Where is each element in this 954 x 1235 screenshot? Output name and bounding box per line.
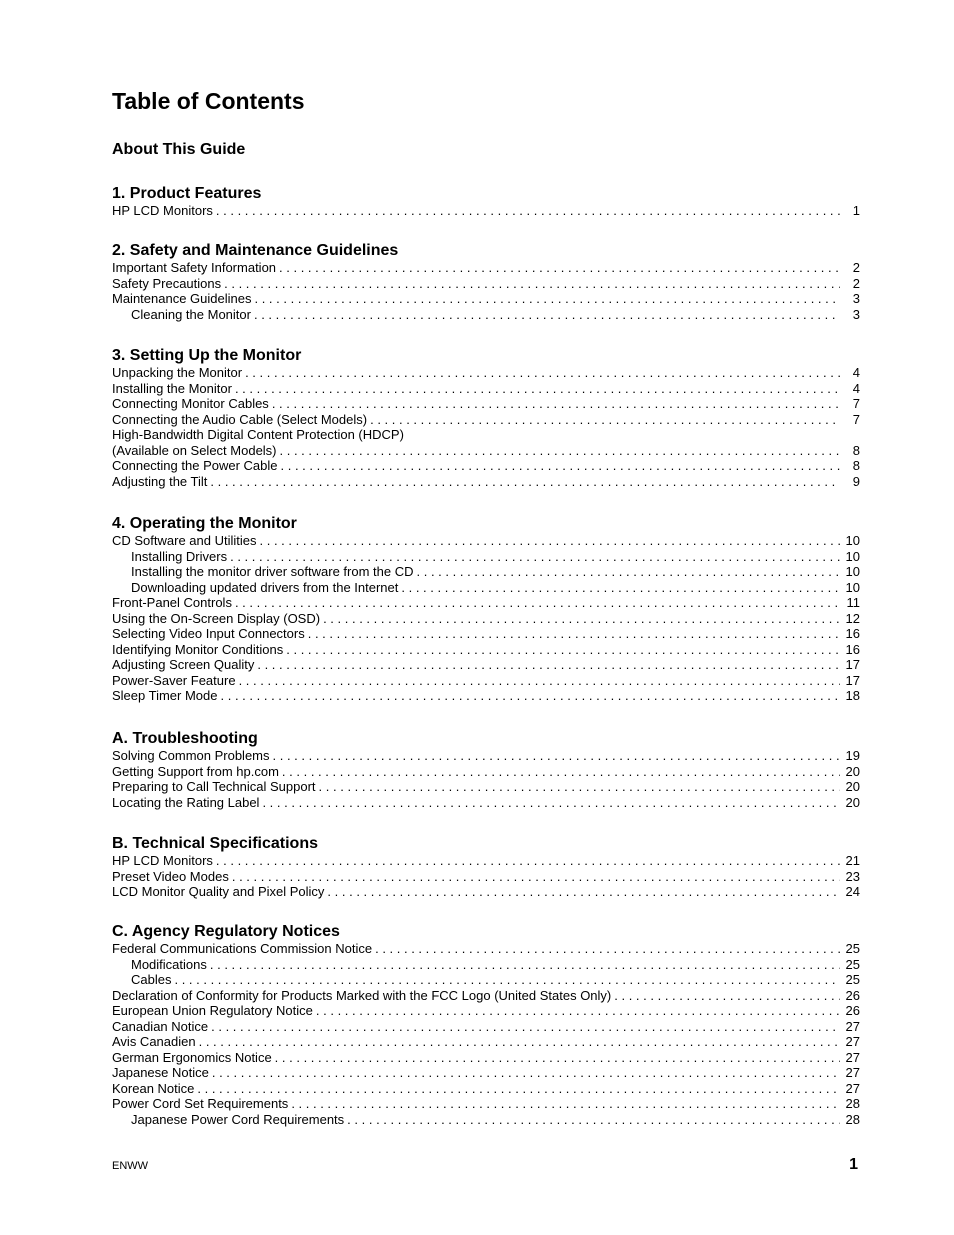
dot-leader: [174, 972, 840, 988]
entry-title: European Union Regulatory Notice: [112, 1003, 313, 1018]
toc-entry[interactable]: [112, 533, 860, 549]
entry-title: Korean Notice: [112, 1080, 195, 1096]
toc-entry[interactable]: [112, 458, 860, 474]
entry-page-number: 23: [845, 868, 860, 884]
toc-entry[interactable]: [112, 580, 860, 596]
entry-title: Unpacking the Monitor: [112, 365, 243, 380]
entry-page-number: 28: [845, 1111, 860, 1127]
dot-leader: [286, 642, 840, 658]
dot-leader: [216, 853, 840, 869]
entry-title: HP LCD Monitors: [112, 203, 213, 218]
toc-entry[interactable]: [112, 365, 860, 381]
entry-page-number: 11: [846, 595, 860, 610]
entry-title: Downloading updated drivers from the Internet: [131, 579, 399, 595]
dot-leader: [370, 412, 840, 428]
entry-title: HP LCD Monitors: [112, 853, 213, 868]
dot-leader: [232, 869, 840, 885]
toc-entry[interactable]: [112, 260, 860, 276]
dot-leader: [221, 688, 841, 704]
footer-page-number: 1: [849, 1156, 858, 1173]
entry-page-number: 3: [852, 306, 860, 322]
toc-entry[interactable]: [112, 988, 860, 1004]
toc-entry[interactable]: [112, 642, 860, 658]
dot-leader: [262, 795, 840, 811]
section-heading[interactable]: A. Troubleshooting: [112, 730, 258, 747]
toc-entry[interactable]: [112, 291, 860, 307]
dot-leader: [275, 1050, 840, 1066]
entry-page-number: 19: [845, 748, 860, 763]
entry-title: High-Bandwidth Digital Content Protection (HDCP): [112, 427, 404, 442]
toc-entry[interactable]: [112, 853, 860, 869]
entry-title: (Available on Select Models): [112, 442, 277, 458]
entry-title: Solving Common Problems: [112, 748, 270, 763]
entry-title: Cables: [131, 972, 172, 987]
entry-page-number: 21: [845, 853, 860, 868]
toc-section: [112, 922, 860, 1127]
entry-title: Locating the Rating Label: [112, 794, 260, 810]
toc-entry[interactable]: [112, 748, 860, 764]
entry-page-number: 1: [852, 203, 860, 218]
entry-title: Installing the Monitor: [112, 380, 232, 396]
entry-page-number: 25: [845, 972, 860, 987]
toc-entry[interactable]: [112, 1112, 860, 1128]
dot-leader: [401, 580, 840, 596]
entry-title: Sleep Timer Mode: [112, 688, 218, 703]
dot-leader: [327, 884, 840, 900]
entry-page-number: 10: [845, 579, 860, 595]
section-heading[interactable]: 2. Safety and Maintenance Guidelines: [112, 242, 399, 259]
entry-page-number: 20: [845, 763, 860, 779]
entry-title: Selecting Video Input Connectors: [112, 626, 305, 641]
dot-leader: [254, 291, 840, 307]
toc-entry[interactable]: [112, 1003, 860, 1019]
entry-title: Preparing to Call Technical Support: [112, 779, 316, 794]
entry-title: Adjusting the Tilt: [112, 473, 208, 489]
toc-entry[interactable]: [112, 549, 860, 565]
toc-section: [112, 514, 860, 704]
entry-title: Connecting the Power Cable: [112, 458, 278, 473]
toc-entry[interactable]: [112, 626, 860, 642]
toc-entry[interactable]: [112, 673, 860, 689]
toc-entry[interactable]: [112, 972, 860, 988]
toc-entry[interactable]: [112, 595, 860, 611]
entry-title: Getting Support from hp.com: [112, 763, 279, 779]
toc-entry[interactable]: [112, 657, 860, 673]
entry-page-number: 28: [845, 1096, 860, 1111]
entry-page-number: 26: [845, 987, 860, 1003]
dot-leader: [308, 626, 840, 642]
dot-leader: [235, 595, 840, 611]
toc-entry[interactable]: [112, 941, 860, 957]
toc-entry[interactable]: [112, 795, 860, 811]
entry-title: Using the On-Screen Display (OSD): [112, 610, 321, 626]
toc-entry[interactable]: [112, 869, 860, 885]
dot-leader: [347, 1112, 840, 1128]
dot-leader: [279, 260, 840, 276]
toc-entry[interactable]: [112, 957, 860, 973]
entry-page-number: 26: [845, 1003, 860, 1018]
entry-page-number: 9: [852, 473, 860, 489]
toc-entry[interactable]: [112, 412, 860, 428]
toc-entry[interactable]: [112, 396, 860, 412]
entry-title: Safety Precautions: [112, 275, 222, 291]
entry-title: Installing Drivers: [131, 548, 228, 564]
dot-leader: [417, 564, 841, 580]
entry-title: Canadian Notice: [112, 1018, 209, 1034]
entry-page-number: 17: [845, 657, 860, 672]
toc-entry[interactable]: [112, 1034, 860, 1050]
toc-entry[interactable]: [112, 1019, 860, 1035]
dot-leader: [375, 941, 840, 957]
dot-leader: [230, 549, 840, 565]
entry-title: Power Cord Set Requirements: [112, 1096, 289, 1111]
entry-title: Maintenance Guidelines: [112, 291, 252, 306]
entry-page-number: 3: [852, 291, 860, 306]
toc-entry[interactable]: [112, 474, 860, 490]
dot-leader: [211, 1019, 840, 1035]
toc-entry[interactable]: [112, 611, 860, 627]
footer-label: ENWW: [112, 1160, 149, 1172]
toc-entry[interactable]: [112, 779, 860, 795]
dot-leader: [316, 1003, 840, 1019]
toc-entry[interactable]: [112, 203, 860, 219]
toc-entry[interactable]: [112, 427, 860, 443]
entry-page-number: 16: [845, 626, 860, 641]
dot-leader: [216, 203, 840, 219]
dot-leader: [224, 276, 840, 292]
entry-title: Adjusting Screen Quality: [112, 657, 255, 672]
toc-section: [112, 346, 860, 489]
entry-title: Connecting the Audio Cable (Select Models): [112, 411, 368, 427]
entry-page-number: 17: [845, 672, 860, 688]
entry-title: Cleaning the Monitor: [131, 306, 251, 322]
toc-entry[interactable]: [112, 1050, 860, 1066]
entry-title: Preset Video Modes: [112, 868, 229, 884]
dot-leader: [291, 1096, 840, 1112]
entry-page-number: 27: [845, 1034, 860, 1049]
dot-leader: [282, 764, 840, 780]
entry-title: Federal Communications Commission Notice: [112, 941, 373, 956]
entry-page-number: 24: [845, 884, 860, 899]
entry-page-number: 10: [845, 533, 860, 548]
entry-page-number: 25: [845, 956, 860, 972]
toc-entry[interactable]: [112, 884, 860, 900]
entry-page-number: 2: [852, 260, 860, 275]
entry-page-number: 27: [845, 1065, 860, 1080]
toc-section: [112, 241, 860, 322]
entry-title: LCD Monitor Quality and Pixel Policy: [112, 884, 325, 899]
entry-page-number: 7: [852, 411, 860, 427]
entry-page-number: 27: [845, 1018, 860, 1034]
entry-title: Identifying Monitor Conditions: [112, 641, 284, 657]
entry-title: Avis Canadien: [112, 1034, 196, 1049]
entry-title: Installing the monitor driver software from the CD: [131, 564, 414, 579]
entry-page-number: 12: [845, 610, 860, 626]
entry-title: Connecting Monitor Cables: [112, 396, 269, 411]
dot-leader: [281, 458, 841, 474]
entry-page-number: 8: [852, 442, 860, 458]
entry-title: CD Software and Utilities: [112, 533, 257, 548]
dot-leader: [210, 474, 840, 490]
entry-page-number: 20: [845, 779, 860, 794]
entry-page-number: 18: [845, 688, 860, 703]
dot-leader: [210, 957, 840, 973]
toc-section: [112, 834, 860, 900]
dot-leader: [323, 611, 840, 627]
dot-leader: [245, 365, 840, 381]
toc-entry[interactable]: [112, 688, 860, 704]
toc-section: [112, 184, 860, 219]
section-heading[interactable]: 1. Product Features: [112, 185, 262, 202]
entry-title: Declaration of Conformity for Products Marked with the FCC Logo (United States Only): [112, 987, 612, 1003]
dot-leader: [239, 673, 840, 689]
toc-entry[interactable]: [112, 1065, 860, 1081]
entry-page-number: 27: [845, 1080, 860, 1096]
toc-section: [112, 729, 860, 810]
entry-title: Important Safety Information: [112, 260, 277, 275]
entry-page-number: 20: [845, 794, 860, 810]
toc-entry[interactable]: [112, 276, 860, 292]
entry-title: Japanese Power Cord Requirements: [131, 1111, 345, 1127]
toc-entry[interactable]: [112, 764, 860, 780]
entry-title: Front-Panel Controls: [112, 595, 232, 610]
entry-title: Power-Saver Feature: [112, 672, 236, 688]
dot-leader: [614, 988, 840, 1004]
about-guide-heading[interactable]: About This Guide: [112, 141, 246, 158]
dot-leader: [199, 1034, 840, 1050]
dot-leader: [260, 533, 841, 549]
section-heading[interactable]: B. Technical Specifications: [112, 835, 318, 852]
toc-entry[interactable]: [112, 307, 860, 323]
toc-entry[interactable]: [112, 564, 860, 580]
entry-page-number: 8: [852, 458, 860, 473]
dot-leader: [257, 657, 840, 673]
entry-page-number: 7: [852, 396, 860, 411]
entry-page-number: 16: [845, 641, 860, 657]
dot-leader: [273, 748, 840, 764]
entry-page-number: 10: [845, 564, 860, 579]
dot-leader: [197, 1081, 840, 1097]
toc-entry[interactable]: [112, 443, 860, 459]
entry-title: Japanese Notice: [112, 1065, 209, 1080]
entry-page-number: 27: [845, 1049, 860, 1065]
toc-entry[interactable]: [112, 381, 860, 397]
entry-page-number: 4: [852, 380, 860, 396]
dot-leader: [280, 443, 840, 459]
entry-title: Modifications: [131, 956, 207, 972]
dot-leader: [235, 381, 840, 397]
entry-title: German Ergonomics Notice: [112, 1049, 272, 1065]
entry-page-number: 25: [845, 941, 860, 956]
page-title: Table of Contents: [112, 88, 305, 114]
dot-leader: [212, 1065, 840, 1081]
toc-entry[interactable]: [112, 1081, 860, 1097]
entry-page-number: 10: [845, 548, 860, 564]
section-heading[interactable]: C. Agency Regulatory Notices: [112, 923, 340, 940]
dot-leader: [254, 307, 840, 323]
toc-entry[interactable]: [112, 1096, 860, 1112]
entry-page-number: 4: [852, 365, 860, 380]
dot-leader: [272, 396, 840, 412]
section-heading[interactable]: 4. Operating the Monitor: [112, 515, 297, 532]
section-heading[interactable]: 3. Setting Up the Monitor: [112, 347, 302, 364]
entry-page-number: 2: [852, 275, 860, 291]
dot-leader: [319, 779, 840, 795]
